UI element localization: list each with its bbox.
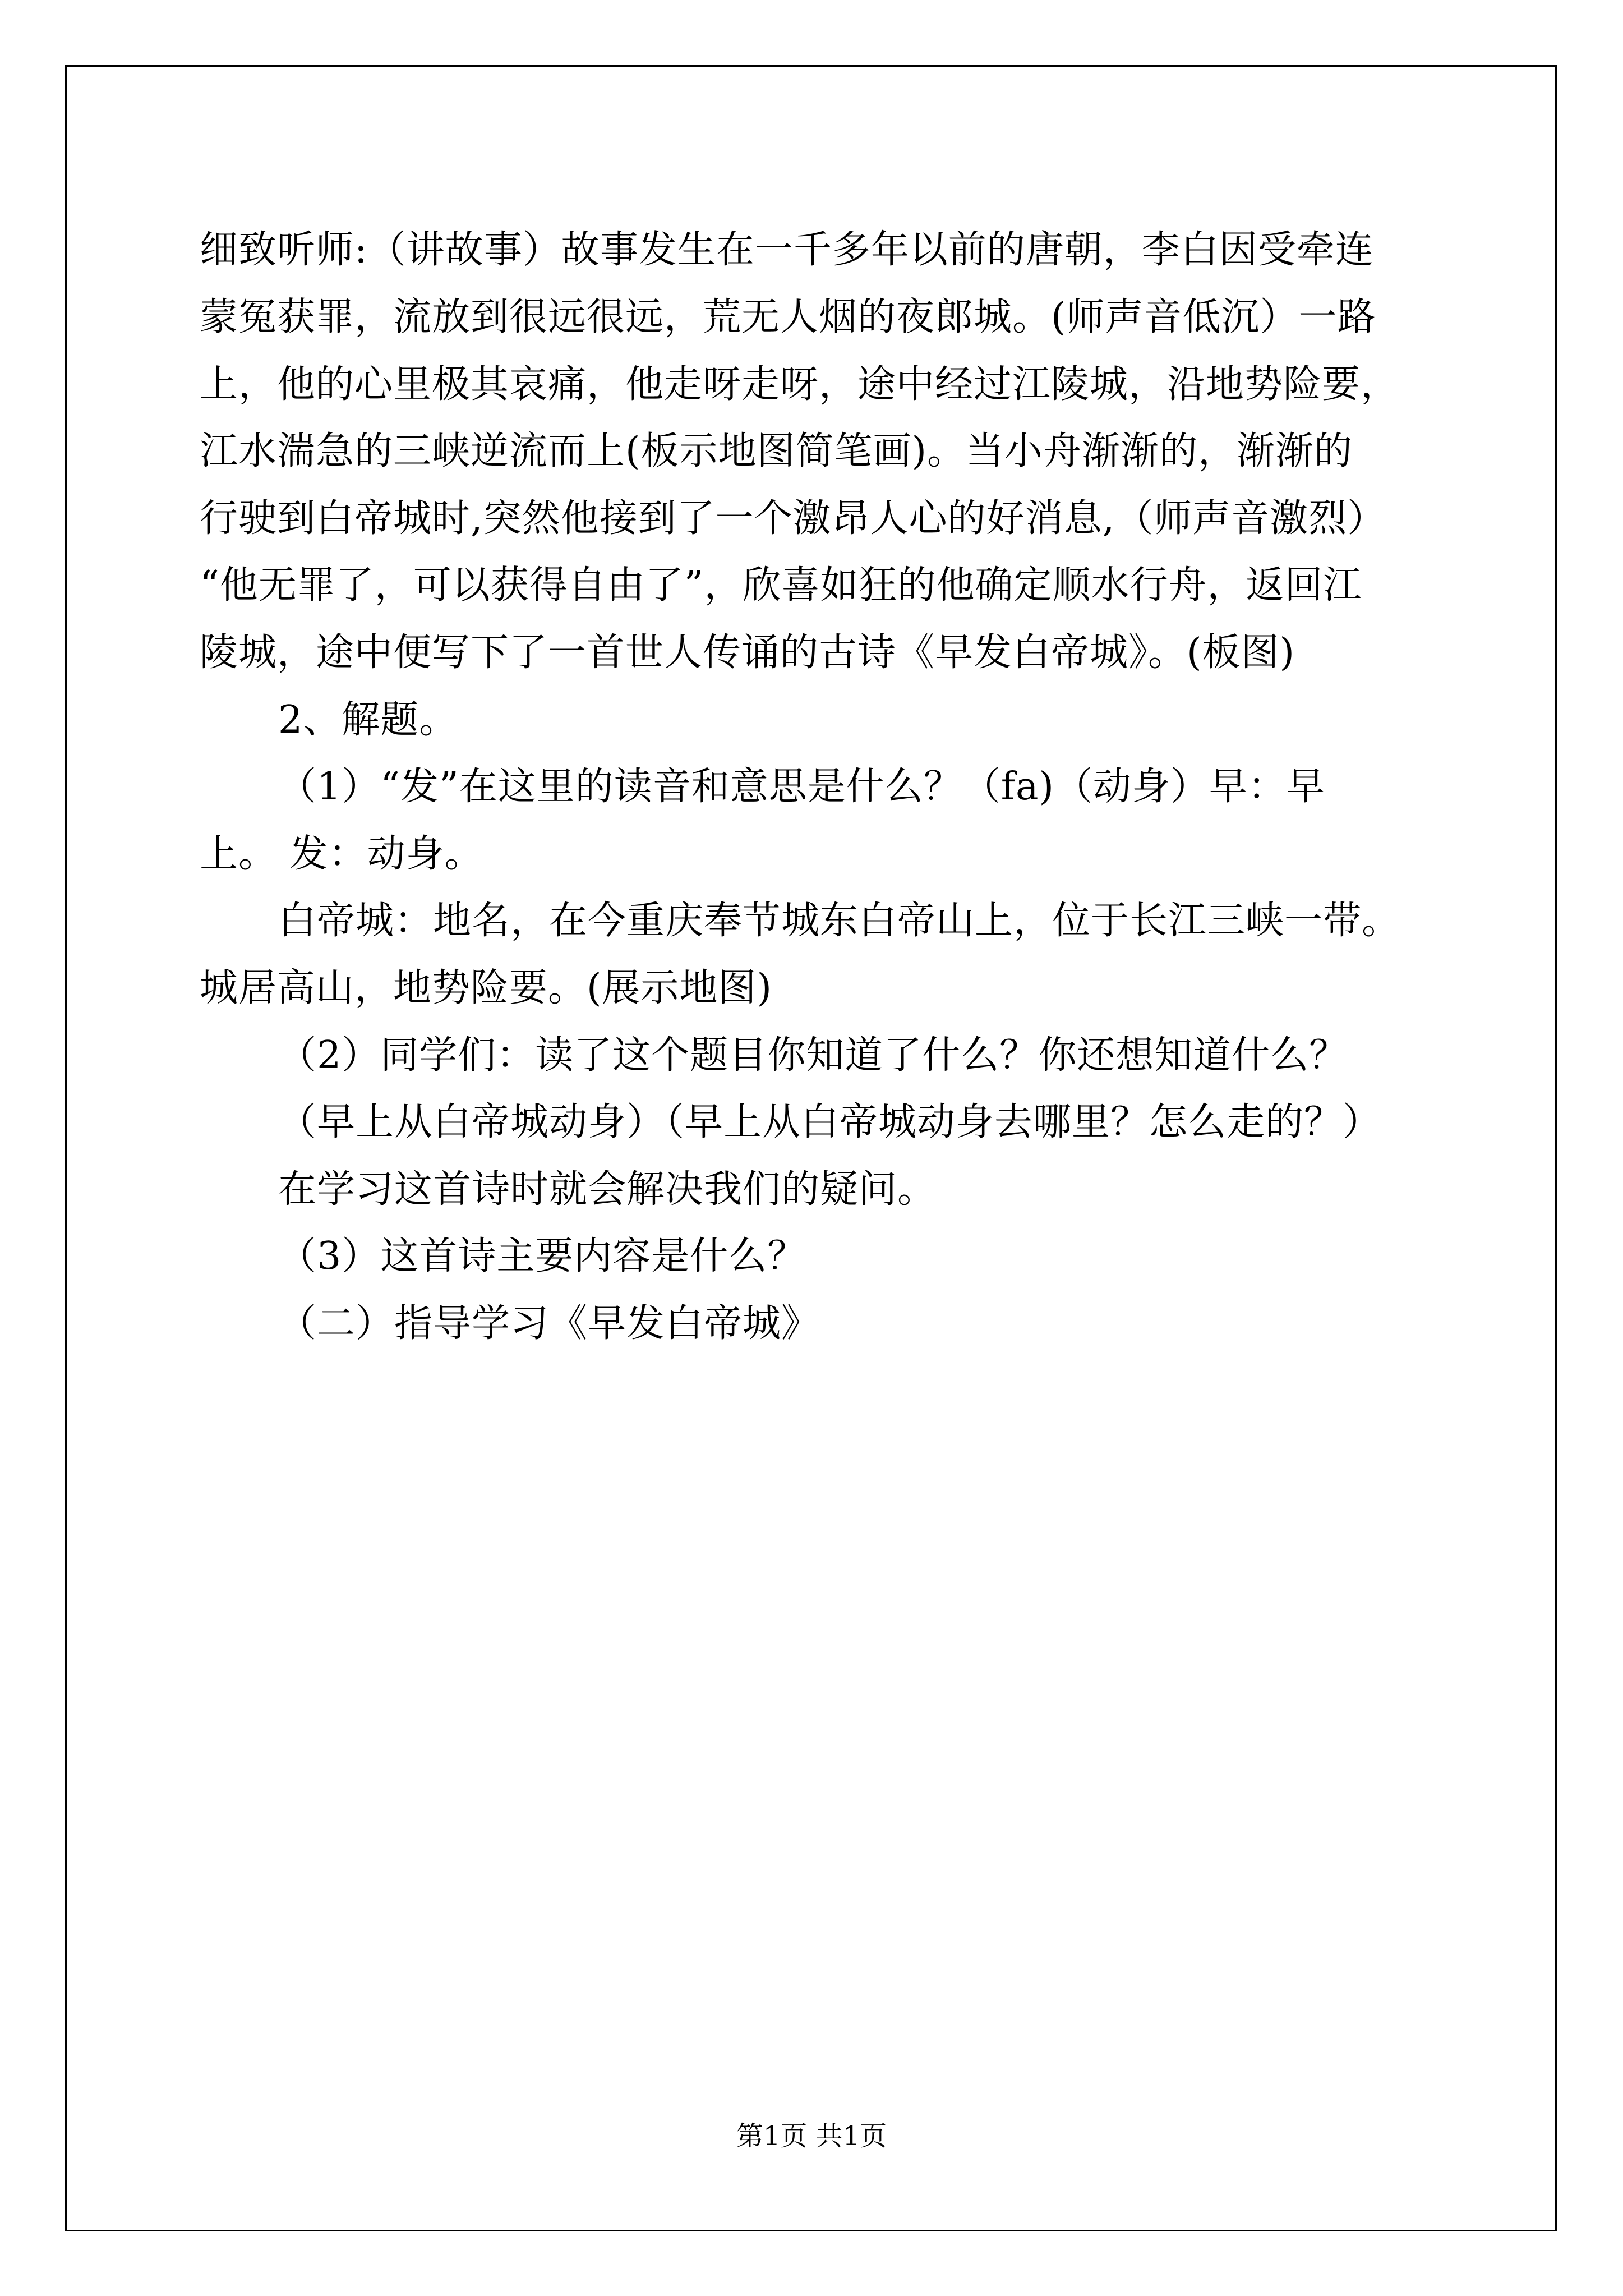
paragraph-line: （1）“发”在这里的读音和意思是什么？（fa)（动身）早：早 xyxy=(278,765,1326,809)
paragraph-line: 蒙冤获罪，流放到很远很远，荒无人烟的夜郎城。(师声音低沉）一路 xyxy=(200,295,1376,339)
paragraph-line: 城居高山，地势险要。(展示地图) xyxy=(200,966,773,1010)
section-heading: 2、解题。 xyxy=(278,698,458,742)
paragraph-line: 上。 发：动身。 xyxy=(200,832,483,876)
paragraph-line: 白帝城：地名，在今重庆奉节城东白帝山上，位于长江三峡一带。 xyxy=(278,899,1401,943)
paragraph-line: （2）同学们：读了这个题目你知道了什么？你还想知道什么？ xyxy=(278,1033,1348,1078)
paragraph-line: 上，他的心里极其哀痛，他走呀走呀，途中经过江陵城，沿地势险要， xyxy=(200,362,1400,407)
paragraph-line: 行驶到白帝城时,突然他接到了一个激昂人心的好消息,（师声音激烈） xyxy=(200,496,1386,541)
paragraph-line: “他无罪了，可以获得自由了”，欣喜如狂的他确定顺水行舟，返回江 xyxy=(200,563,1362,608)
paragraph-line: 在学习这首诗时就会解决我们的疑问。 xyxy=(278,1167,937,1212)
section-heading: （二）指导学习《早发白帝城》 xyxy=(278,1301,820,1346)
paragraph-line: 陵城，途中便写下了一首世人传诵的古诗《早发白帝城》。(板图) xyxy=(200,631,1295,675)
paragraph-line: 细致听师:（讲故事）故事发生在一千多年以前的唐朝，李白因受牵连 xyxy=(200,228,1374,272)
paragraph-line: （3）这首诗主要内容是什么？ xyxy=(278,1234,806,1278)
paragraph-line: （早上从白帝城动身）（早上从白帝城动身去哪里？怎么走的？） xyxy=(278,1100,1382,1144)
paragraph-line: 江水湍急的三峡逆流而上(板示地图简笔画)。当小舟渐渐的，渐渐的 xyxy=(200,429,1353,473)
page-number-footer: 第1页 共1页 xyxy=(736,2120,887,2152)
